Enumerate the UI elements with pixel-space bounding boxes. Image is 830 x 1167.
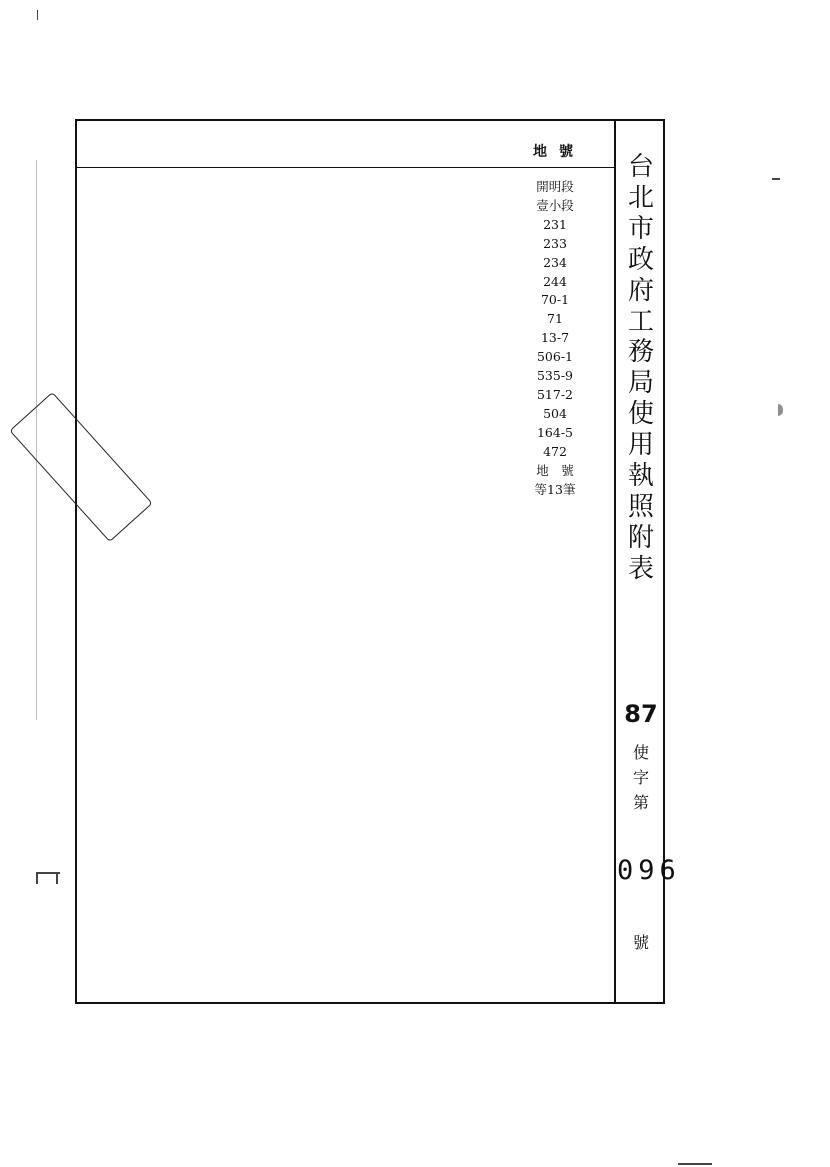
- lot-number-item: 504: [543, 405, 567, 421]
- permit-type-char: 第: [632, 793, 649, 812]
- title-char: 照: [627, 491, 654, 522]
- title-char: 附: [627, 522, 654, 553]
- lot-number-item: 517-2: [536, 386, 574, 402]
- lot-number-item: 13-7: [540, 330, 570, 346]
- appendix-title: [622, 152, 660, 585]
- permit-year: 87: [624, 700, 658, 728]
- side-panel-divider: [614, 119, 616, 1004]
- lot-number-item: 開明段: [536, 179, 574, 194]
- lot-number-item: 地 號: [536, 462, 574, 478]
- permit-type-char: 字: [632, 768, 649, 787]
- lot-number-item: 等13筆: [534, 481, 576, 497]
- lot-number-item: 71: [547, 311, 563, 327]
- title-char: 表: [627, 553, 654, 584]
- lot-number-item: 164-5: [536, 424, 574, 440]
- lot-number-item: 506-1: [536, 349, 574, 365]
- title-char: 北: [627, 182, 654, 213]
- title-char: 政: [627, 244, 654, 275]
- scan-mark: [678, 1163, 712, 1165]
- scan-mark: [36, 872, 38, 884]
- lot-number-item: 535-9: [536, 368, 574, 384]
- lot-number-item: 壹小段: [536, 197, 574, 213]
- permit-number: 096: [617, 855, 681, 886]
- title-char: 局: [627, 368, 654, 399]
- lot-number-item: 231: [543, 216, 567, 232]
- title-char: 用: [627, 430, 654, 461]
- title-char: 市: [627, 213, 654, 244]
- title-char: 台: [627, 152, 654, 182]
- lot-number-item: 233: [543, 235, 567, 251]
- scan-mark: [772, 178, 780, 180]
- scan-mark: [778, 404, 783, 416]
- permit-type-char: 使: [632, 743, 649, 762]
- permit-suffix: 號: [632, 933, 649, 952]
- title-char: 執: [627, 461, 654, 492]
- lot-number-item: 472: [543, 443, 567, 459]
- lot-number-header: 地號: [533, 144, 585, 160]
- scan-mark: [37, 10, 38, 20]
- scan-mark: [56, 872, 58, 884]
- lot-number-item: 70-1: [540, 292, 570, 308]
- header-divider: [75, 167, 615, 168]
- title-char: 工: [627, 306, 654, 337]
- title-char: 使: [627, 399, 654, 430]
- lot-number-item: 244: [543, 273, 567, 289]
- title-char: 府: [627, 275, 654, 306]
- lot-number-list: [520, 178, 590, 499]
- title-char: 務: [627, 337, 654, 368]
- scan-mark: [36, 160, 37, 720]
- lot-number-item: 234: [543, 254, 567, 270]
- permit-type-label: [630, 740, 652, 815]
